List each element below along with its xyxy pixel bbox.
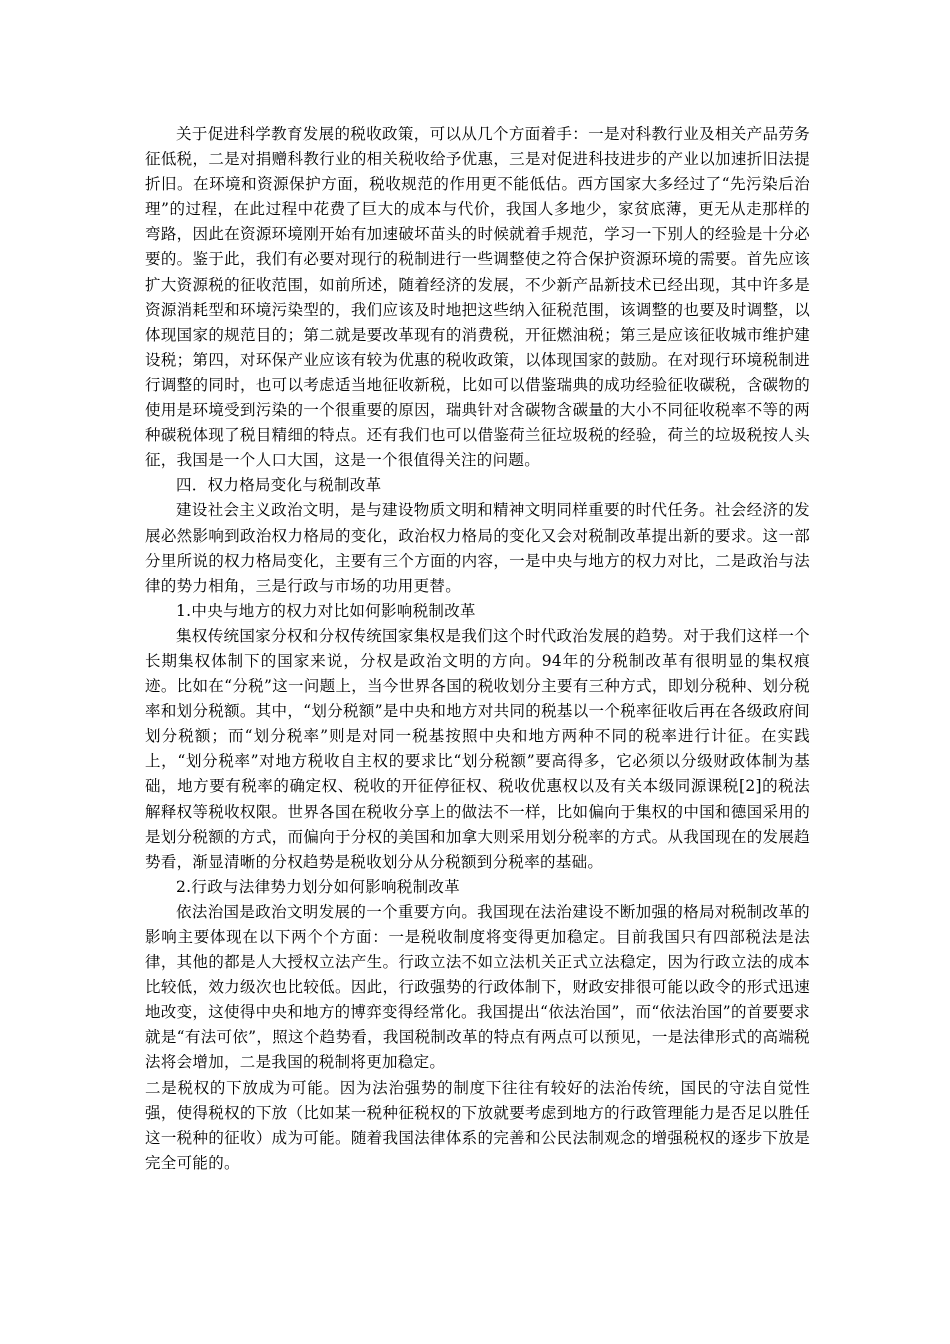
paragraph-tax-power-devolution: 二是税权的下放成为可能。因为法治强势的制度下往往有较好的法治传统，国民的守法自觉性强，使得税权的下放（比如某一税种征税权的下放就要考虑到地方的行政管理能力是否足以胜任这一税种的征收）成为可能。随着我国法律体系的完善和公民法制观念的增强税权的逐步下放是完全可能的。 [145,1078,810,1172]
paragraph-rule-of-law: 依法治国是政治文明发展的一个重要方向。我国现在法治建设不断加强的格局对税制改革的影响主要体现在以下两个个方面：一是税收制度将变得更加稳定。目前我国只有四部税法是法律，其他的都是人大授权立法产生。行政立法不如立法机关正式立法稳定，因为行政立法的成本比较低，效力级次也比较低。因此，行政强势的行政体制下，财政安排很可能以政令的形式迅速地改变，这使得中央和地方的博弈变得经常化。我国提出“依法治国”，而“依法治国”的首要要求就是“有法可依”，照这个趋势看，我国税制改革的特点有两点可以预见，一是法律形式的高端税法将会增加，二是我国的税制将更加稳定。 [145,902,810,1072]
subsection-heading-central-local: 1.中央与地方的权力对比如何影响税制改革 [176,601,476,620]
subsection-heading-administration-law: 2.行政与法律势力划分如何影响税制改革 [176,877,460,896]
document-page [145,122,810,1176]
paragraph-tax-sharing: 集权传统国家分权和分权传统国家集权是我们这个时代政治发展的趋势。对于我们这样一个长期集权体制下的国家来说，分权是政治文明的方向。94年的分税制改革有很明显的集权痕迹。比如在“分税”这一问题上，当今世界各国的税收划分主要有三种方式，即划分税种、划分税率和划分税额。其中，“划分税额”是中央和地方对共同的税基以一个税率征收后再在各级政府间划分税额；而“划分税率”则是对同一税基按照中央和地方两种不同的税率进行计征。在实践上，“划分税率”对地方税收自主权的要求比“划分税额”要高得多，它必须以分级财政体制为基础，地方要有税率的确定权、税收的开征停征权、税收优惠权以及有关本级同源课税[2]的税法解释权等税收权限。世界各国在税收分享上的做法不一样，比如偏向于集权的中国和德国采用的是划分税额的方式，而偏向于分权的美国和加拿大则采用划分税率的方式。从我国现在的发展趋势看，渐显清晰的分权趋势是税收划分从分税额到分税率的基础。 [145,626,810,871]
section-heading-power-structure: 四．权力格局变化与税制改革 [176,476,382,495]
paragraph-political-civilization: 建设社会主义政治文明，是与建设物质文明和精神文明同样重要的时代任务。社会经济的发展必然影响到政治权力格局的变化，政治权力格局的变化又会对税制改革提出新的要求。这一部分里所说的权力格局变化，主要有三个方面的内容，一是中央与地方的权力对比，二是政治与法律的势力相角，三是行政与市场的功用更替。 [145,501,810,595]
paragraph-environment-tax: 关于促进科学教育发展的税收政策，可以从几个方面着手：一是对科教行业及相关产品劳务征低税，二是对捐赠科教行业的相关税收给予优惠，三是对促进科技进步的产业以加速折旧法提折旧。在环境和资源保护方面，税收规范的作用更不能低估。西方国家大多经过了“先污染后治理”的过程，在此过程中花费了巨大的成本与代价，我国人多地少，家贫底薄，更无从走那样的弯路，因此在资源环境刚开始有加速破坏苗头的时候就着手规范，学习一下别人的经验是十分必要的。鉴于此，我们有必要对现行的税制进行一些调整使之符合保护资源环境的需要。首先应该扩大资源税的征收范围，如前所述，随着经济的发展，不少新产品新技术已经出现，其中许多是资源消耗型和环境污染型的，我们应该及时地把这些纳入征税范围，该调整的也要及时调整，以体现国家的规范目的；第二就是要改革现有的消费税，开征燃油税；第三是应该征收城市维护建设税；第四，对环保产业应该有较为优惠的税收政策，以体现国家的鼓励。在对现行环境税制进行调整的同时，也可以考虑适当地征收新税，比如可以借鉴瑞典的成功经验征收碳税，含碳物的使用是环境受到污染的一个很重要的原因，瑞典针对含碳物含碳量的大小不同征收税率不等的两种碳税体现了税目精细的特点。还有我们也可以借鉴荷兰征垃圾税的经验，荷兰的垃圾税按人头征，我国是一个人口大国，这是一个很值得关注的问题。 [145,125,810,470]
